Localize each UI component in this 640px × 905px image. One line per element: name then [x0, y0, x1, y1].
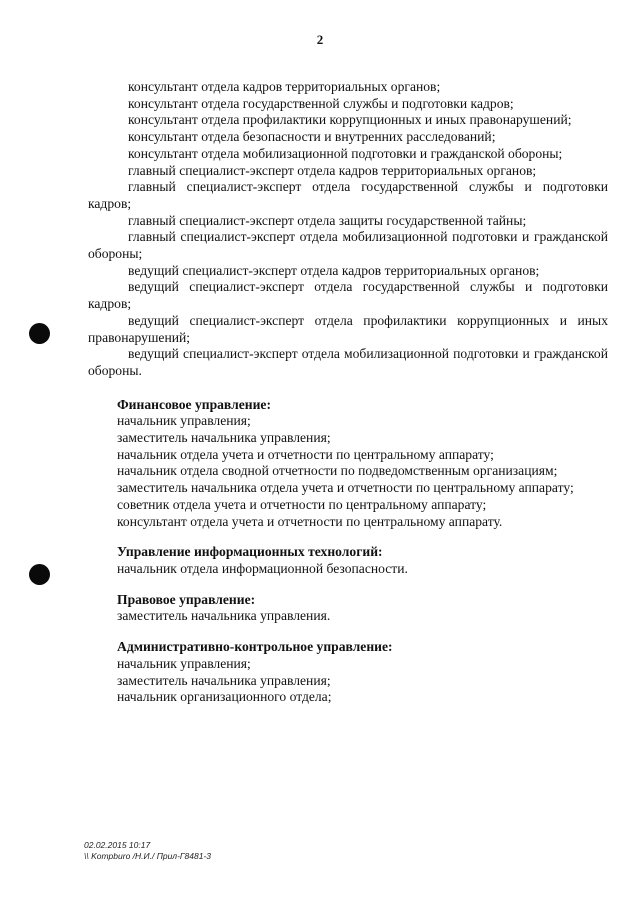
list-item: главный специалист-эксперт отдела защиты государственной тайны; — [128, 212, 527, 228]
section-heading: Управление информационных технологий: — [117, 544, 383, 560]
section-financial — [88, 397, 608, 531]
list-item: главный специалист-эксперт отдела кадров территориальных органов; — [128, 162, 537, 178]
list-item: ведущий специалист-эксперт отдела государственной службы и подготовки кадров; — [88, 279, 608, 312]
list-item: консультант отдела мобилизационной подготовки и гражданской обороны; — [128, 145, 563, 161]
list-item: начальник отдела учета и отчетности по центральному аппарату; — [117, 446, 494, 462]
list-item: заместитель начальника управления. — [117, 608, 331, 624]
punch-hole-lower — [29, 564, 50, 585]
list-item: консультант отдела государственной службы и подготовки кадров; — [128, 95, 514, 111]
section-heading: Правовое управление: — [117, 591, 256, 607]
document-body — [88, 79, 608, 706]
list-item: консультант отдела профилактики коррупционных и иных правонарушений; — [128, 112, 572, 128]
footer-timestamp: 02.02.2015 10:17 — [84, 840, 151, 850]
list-item: начальник отдела информационной безопасности. — [117, 560, 408, 576]
list-item: заместитель начальника управления; — [117, 672, 331, 688]
list-item: ведущий специалист-эксперт отдела мобилизационной подготовки и гражданской обороны. — [88, 346, 608, 378]
list-item: начальник управления; — [117, 413, 251, 429]
list-item: начальник управления; — [117, 655, 251, 671]
list-item: главный специалист-эксперт отдела мобилизационной подготовки и гражданской обороны; — [88, 229, 608, 262]
list-item: консультант отдела безопасности и внутренних расследований; — [128, 129, 496, 145]
page-number: 2 — [316, 32, 324, 47]
section-administrative-control — [88, 639, 608, 706]
list-item: консультант отдела кадров территориальных органов; — [128, 79, 441, 94]
section-legal — [88, 592, 608, 625]
intro-position-list — [88, 79, 608, 380]
list-item: начальник организационного отдела; — [117, 689, 332, 705]
section-information-technology — [88, 544, 608, 577]
list-item: заместитель начальника управления; — [117, 430, 331, 446]
list-item: ведущий специалист-эксперт отдела профилактики коррупционных и иных правонарушений; — [88, 312, 608, 345]
list-item: главный специалист-эксперт отдела государственной службы и подготовки кадров; — [88, 179, 608, 211]
document-footer — [84, 840, 211, 862]
list-item: консультант отдела учета и отчетности по центральному аппарату. — [117, 513, 503, 529]
section-heading: Финансовое управление: — [117, 396, 271, 412]
section-heading: Административно-контрольное управление: — [117, 639, 393, 655]
list-item: советник отдела учета и отчетности по центральному аппарату; — [117, 496, 487, 512]
list-item: начальник отдела сводной отчетности по подведомственным организациям; — [117, 463, 558, 479]
list-item: заместитель начальника отдела учета и отчетности по центральному аппарату; — [117, 480, 574, 496]
footer-file-reference: \\ Kompburo /Н.И./ Прил-Г8481-3 — [84, 851, 212, 861]
list-item: ведущий специалист-эксперт отдела кадров территориальных органов; — [128, 262, 540, 278]
punch-hole-upper — [29, 323, 50, 344]
